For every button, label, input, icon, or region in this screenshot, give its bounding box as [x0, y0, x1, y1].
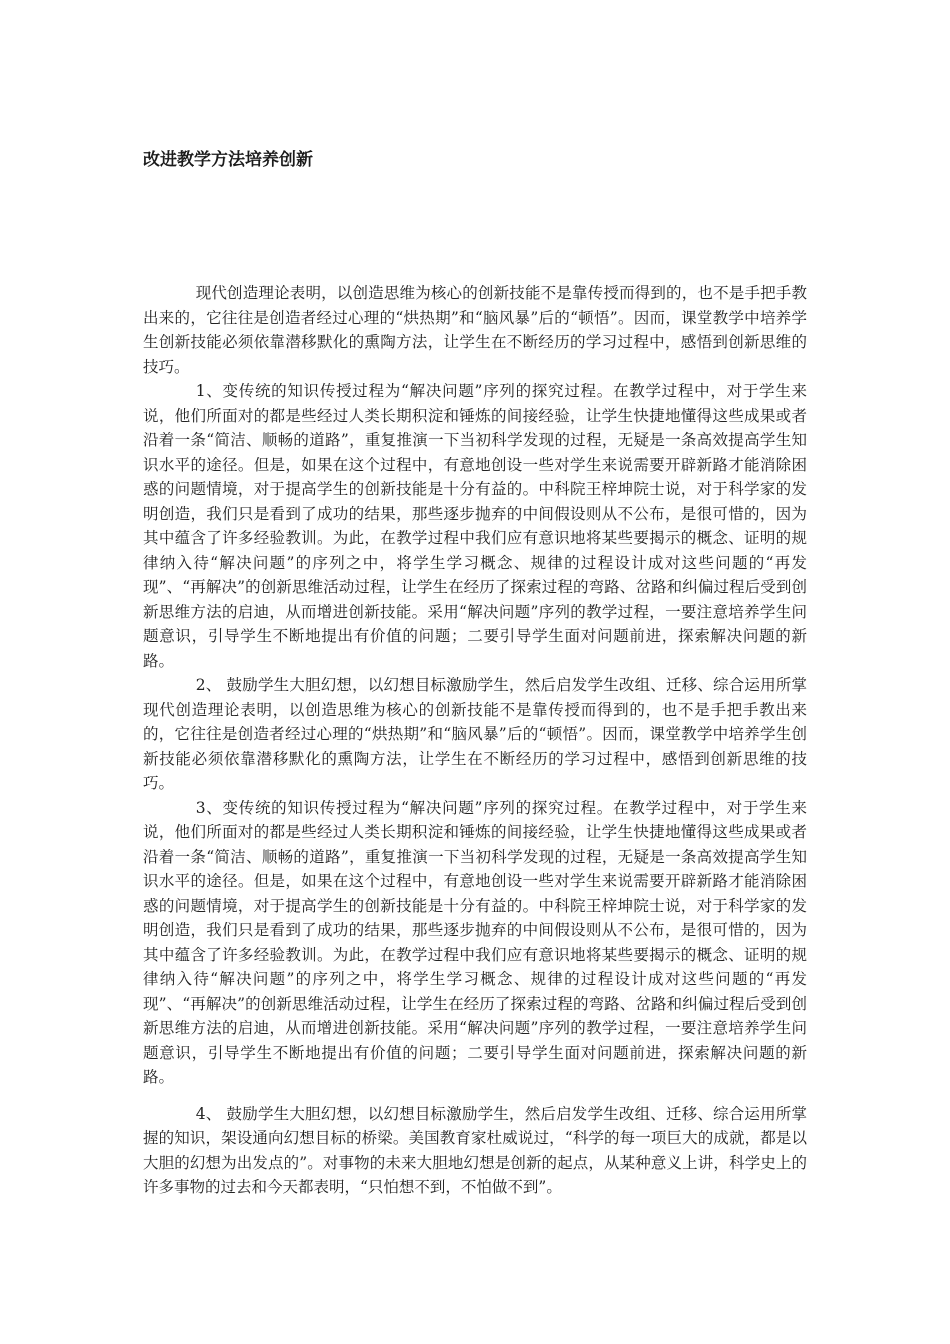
document-title: 改进教学方法培养创新 [143, 150, 313, 170]
paragraph-item-3: 3、变传统的知识传授过程为“解决问题”序列的探究过程。在教学过程中，对于学生来说，他们所面对的都是些经过人类长期积淀和锤炼的间接经验，让学生快捷地懂得这些成果或者沿着一条“简洁、顺畅的道路”，重复推演一下当初科学发现的过程，无疑是一条高效提高学生知识水平的途径。但是，如果在这个过程中，有意地创设一些对学生来说需要开辟新路才能消除困惑的问题情境，对于提高学生的创新技能是十分有益的。中科院王梓坤院士说，对于科学家的发明创造，我们只是看到了成功的结果，那些逐步抛弃的中间假设则从不公布，是很可惜的，因为其中蕴含了许多经验教训。为此，在教学过程中我们应有意识地将某些要揭示的概念、证明的规律纳入待“解决问题”的序列之中，将学生学习概念、规律的过程设计成对这些问题的“再发现”、“再解决”的创新思维活动过程，让学生在经历了探索过程的弯路、岔路和纠偏过程后受到创新思维方法的启迪，从而增进创新技能。采用“解决问题”序列的教学过程，一要注意培养学生问题意识，引导学生不断地提出有价值的问题；二要引导学生面对问题前进，探索解决问题的新路。 [143, 798, 807, 1086]
paragraph-item-4: 4、 鼓励学生大胆幻想，以幻想目标激励学生，然后启发学生改组、迁移、综合运用所掌握的知识，架设通向幻想目标的桥梁。美国教育家杜威说过，“科学的每一项巨大的成就，都是以大胆的幻想为出发点的”。对事物的未来大胆地幻想是创新的起点，从某种意义上讲，科学史上的许多事物的过去和今天都表明，“只怕想不到，不怕做不到”。 [143, 1104, 807, 1196]
paragraph-item-1: 1、变传统的知识传授过程为“解决问题”序列的探究过程。在教学过程中，对于学生来说，他们所面对的都是些经过人类长期积淀和锤炼的间接经验，让学生快捷地懂得这些成果或者沿着一条“简洁、顺畅的道路”，重复推演一下当初科学发现的过程，无疑是一条高效提高学生知识水平的途径。但是，如果在这个过程中，有意地创设一些对学生来说需要开辟新路才能消除困惑的问题情境，对于提高学生的创新技能是十分有益的。中科院王梓坤院士说，对于科学家的发明创造，我们只是看到了成功的结果，那些逐步抛弃的中间假设则从不公布，是很可惜的，因为其中蕴含了许多经验教训。为此，在教学过程中我们应有意识地将某些要揭示的概念、证明的规律纳入待“解决问题”的序列之中，将学生学习概念、规律的过程设计成对这些问题的“再发现”、“再解决”的创新思维活动过程，让学生在经历了探索过程的弯路、岔路和纠偏过程后受到创新思维方法的启迪，从而增进创新技能。采用“解决问题”序列的教学过程，一要注意培养学生问题意识，引导学生不断地提出有价值的问题；二要引导学生面对问题前进，探索解决问题的新路。 [143, 382, 807, 670]
paragraph-intro: 现代创造理论表明，以创造思维为核心的创新技能不是靠传授而得到的，也不是手把手教出来的，它往往是创造者经过心理的“烘热期”和“脑风暴”后的“顿悟”。因而，课堂教学中培养学生创新技能必须依靠潜移默化的熏陶方法，让学生在不断经历的学习过程中，感悟到创新思维的技巧。 [143, 284, 807, 376]
document-body [143, 281, 807, 1200]
paragraph-item-2: 2、 鼓励学生大胆幻想，以幻想目标激励学生，然后启发学生改组、迁移、综合运用所掌现代创造理论表明，以创造思维为核心的创新技能不是靠传授而得到的，也不是手把手教出来的，它往往是创造者经过心理的“烘热期”和“脑风暴”后的“顿悟”。因而，课堂教学中培养学生创新技能必须依靠潜移默化的熏陶方法，让学生在不断经历的学习过程中，感悟到创新思维的技巧。 [143, 676, 807, 792]
